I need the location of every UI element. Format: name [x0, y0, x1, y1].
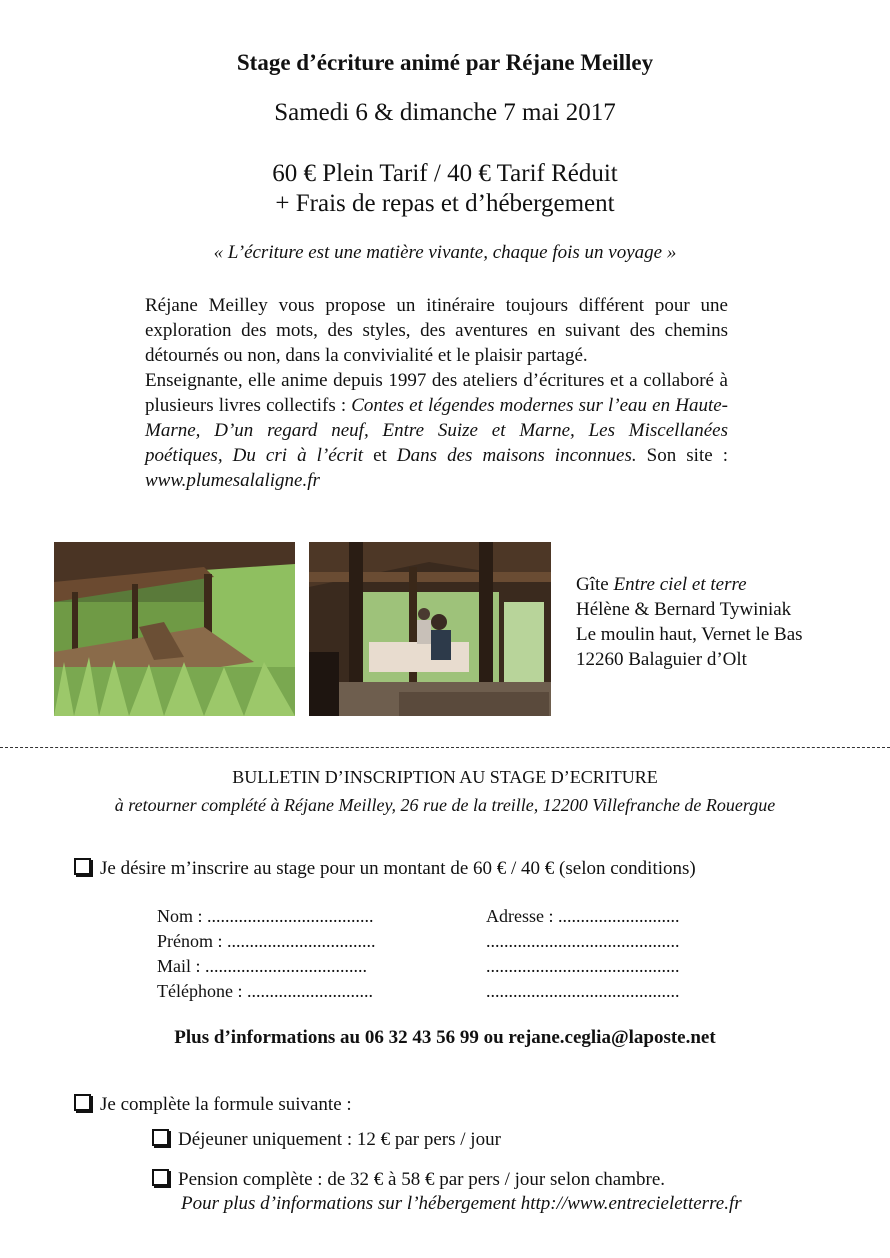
book-titles: Contes et légendes modernes sur l’eau en Haute-Marne, D’un regard neuf, Entre Suize et Marne, Les Miscellanées poétiques, Du cri à l’écrit	[145, 395, 729, 466]
field-telephone[interactable]: Téléphone : ............................	[157, 981, 373, 1001]
bulletin-title: BULLETIN D’INSCRIPTION AU STAGE D’ECRITURE	[232, 767, 658, 787]
option-register[interactable]	[74, 858, 696, 880]
field-prenom[interactable]: Prénom : .................................	[157, 931, 376, 951]
option-full-board-label: Pension complète : de 32 € à 58 € par pers / jour selon chambre.	[178, 1169, 666, 1190]
field-adresse-line2[interactable]: ...........................................	[486, 931, 680, 951]
field-nom[interactable]: Nom : .....................................	[157, 906, 374, 926]
gite-prefix: Gîte	[576, 574, 614, 595]
bio-paragraph	[145, 368, 728, 493]
bulletin-subtitle: à retourner complété à Réjane Meilley, 26 rue de la treille, 12200 Villefranche de Rouergue	[114, 795, 776, 815]
price-line: 60 € Plein Tarif / 40 € Tarif Réduit	[272, 160, 618, 187]
photo-veranda	[54, 542, 295, 716]
site-link[interactable]: www.plumesalaligne.fr	[145, 470, 320, 491]
intro-paragraph: Réjane Meilley vous propose un itinéraire toujours différent pour une exploration des mots, des styles, des aventures en suivant des chemins détournés ou non, dans la convivialité et le plaisir partagé.	[145, 295, 728, 366]
price-block	[0, 159, 890, 219]
bio-start: Enseignante, elle anime depuis 1997 des ateliers d’écritures et a collaboré à plusieurs livres collectifs :	[145, 370, 728, 416]
gite-address	[576, 572, 803, 672]
contact-info: Plus d’informations au 06 32 43 56 99 ou rejane.ceglia@laposte.net	[174, 1027, 716, 1048]
field-adresse-line4[interactable]: ...........................................	[486, 981, 680, 1001]
gite-postal: 12260 Balaguier d’Olt	[576, 649, 747, 670]
lodging-note: Pour plus d’informations sur l’hébergement http://www.entrecieletterre.fr	[181, 1193, 742, 1214]
quote: « L’écriture est une matière vivante, chaque fois un voyage »	[213, 242, 677, 263]
photo-workshop	[309, 542, 551, 716]
gite-place: Le moulin haut, Vernet le Bas	[576, 624, 803, 645]
gite-owners: Hélène & Bernard Tywiniak	[576, 599, 792, 620]
book-title-last: Dans des maisons inconnues.	[396, 445, 637, 466]
fees-line: + Frais de repas et d’hébergement	[275, 190, 615, 217]
checkbox-lunch[interactable]	[152, 1129, 169, 1146]
checkbox-register[interactable]	[74, 858, 91, 875]
gite-name: Entre ciel et terre	[613, 574, 747, 595]
site-label: Son site :	[636, 445, 728, 466]
checkbox-full-board[interactable]	[152, 1169, 169, 1186]
bio-and: et	[363, 445, 397, 466]
option-formula[interactable]	[74, 1094, 352, 1116]
intro-text	[145, 293, 728, 493]
option-full-board[interactable]	[152, 1169, 665, 1191]
checkbox-formula[interactable]	[74, 1094, 91, 1111]
field-adresse[interactable]: Adresse : ...........................	[486, 906, 680, 926]
field-mail[interactable]: Mail : ....................................	[157, 956, 367, 976]
option-lunch[interactable]	[152, 1129, 501, 1151]
option-register-label: Je désire m’inscrire au stage pour un montant de 60 € / 40 € (selon conditions)	[100, 858, 696, 879]
page-title: Stage d’écriture animé par Réjane Meilley	[236, 50, 654, 75]
cut-line	[0, 747, 890, 748]
option-formula-label: Je complète la formule suivante :	[100, 1094, 352, 1115]
field-adresse-line3[interactable]: ...........................................	[486, 956, 680, 976]
event-dates: Samedi 6 & dimanche 7 mai 2017	[274, 99, 616, 126]
option-lunch-label: Déjeuner uniquement : 12 € par pers / jour	[178, 1129, 501, 1150]
gite-name-line	[576, 572, 803, 597]
